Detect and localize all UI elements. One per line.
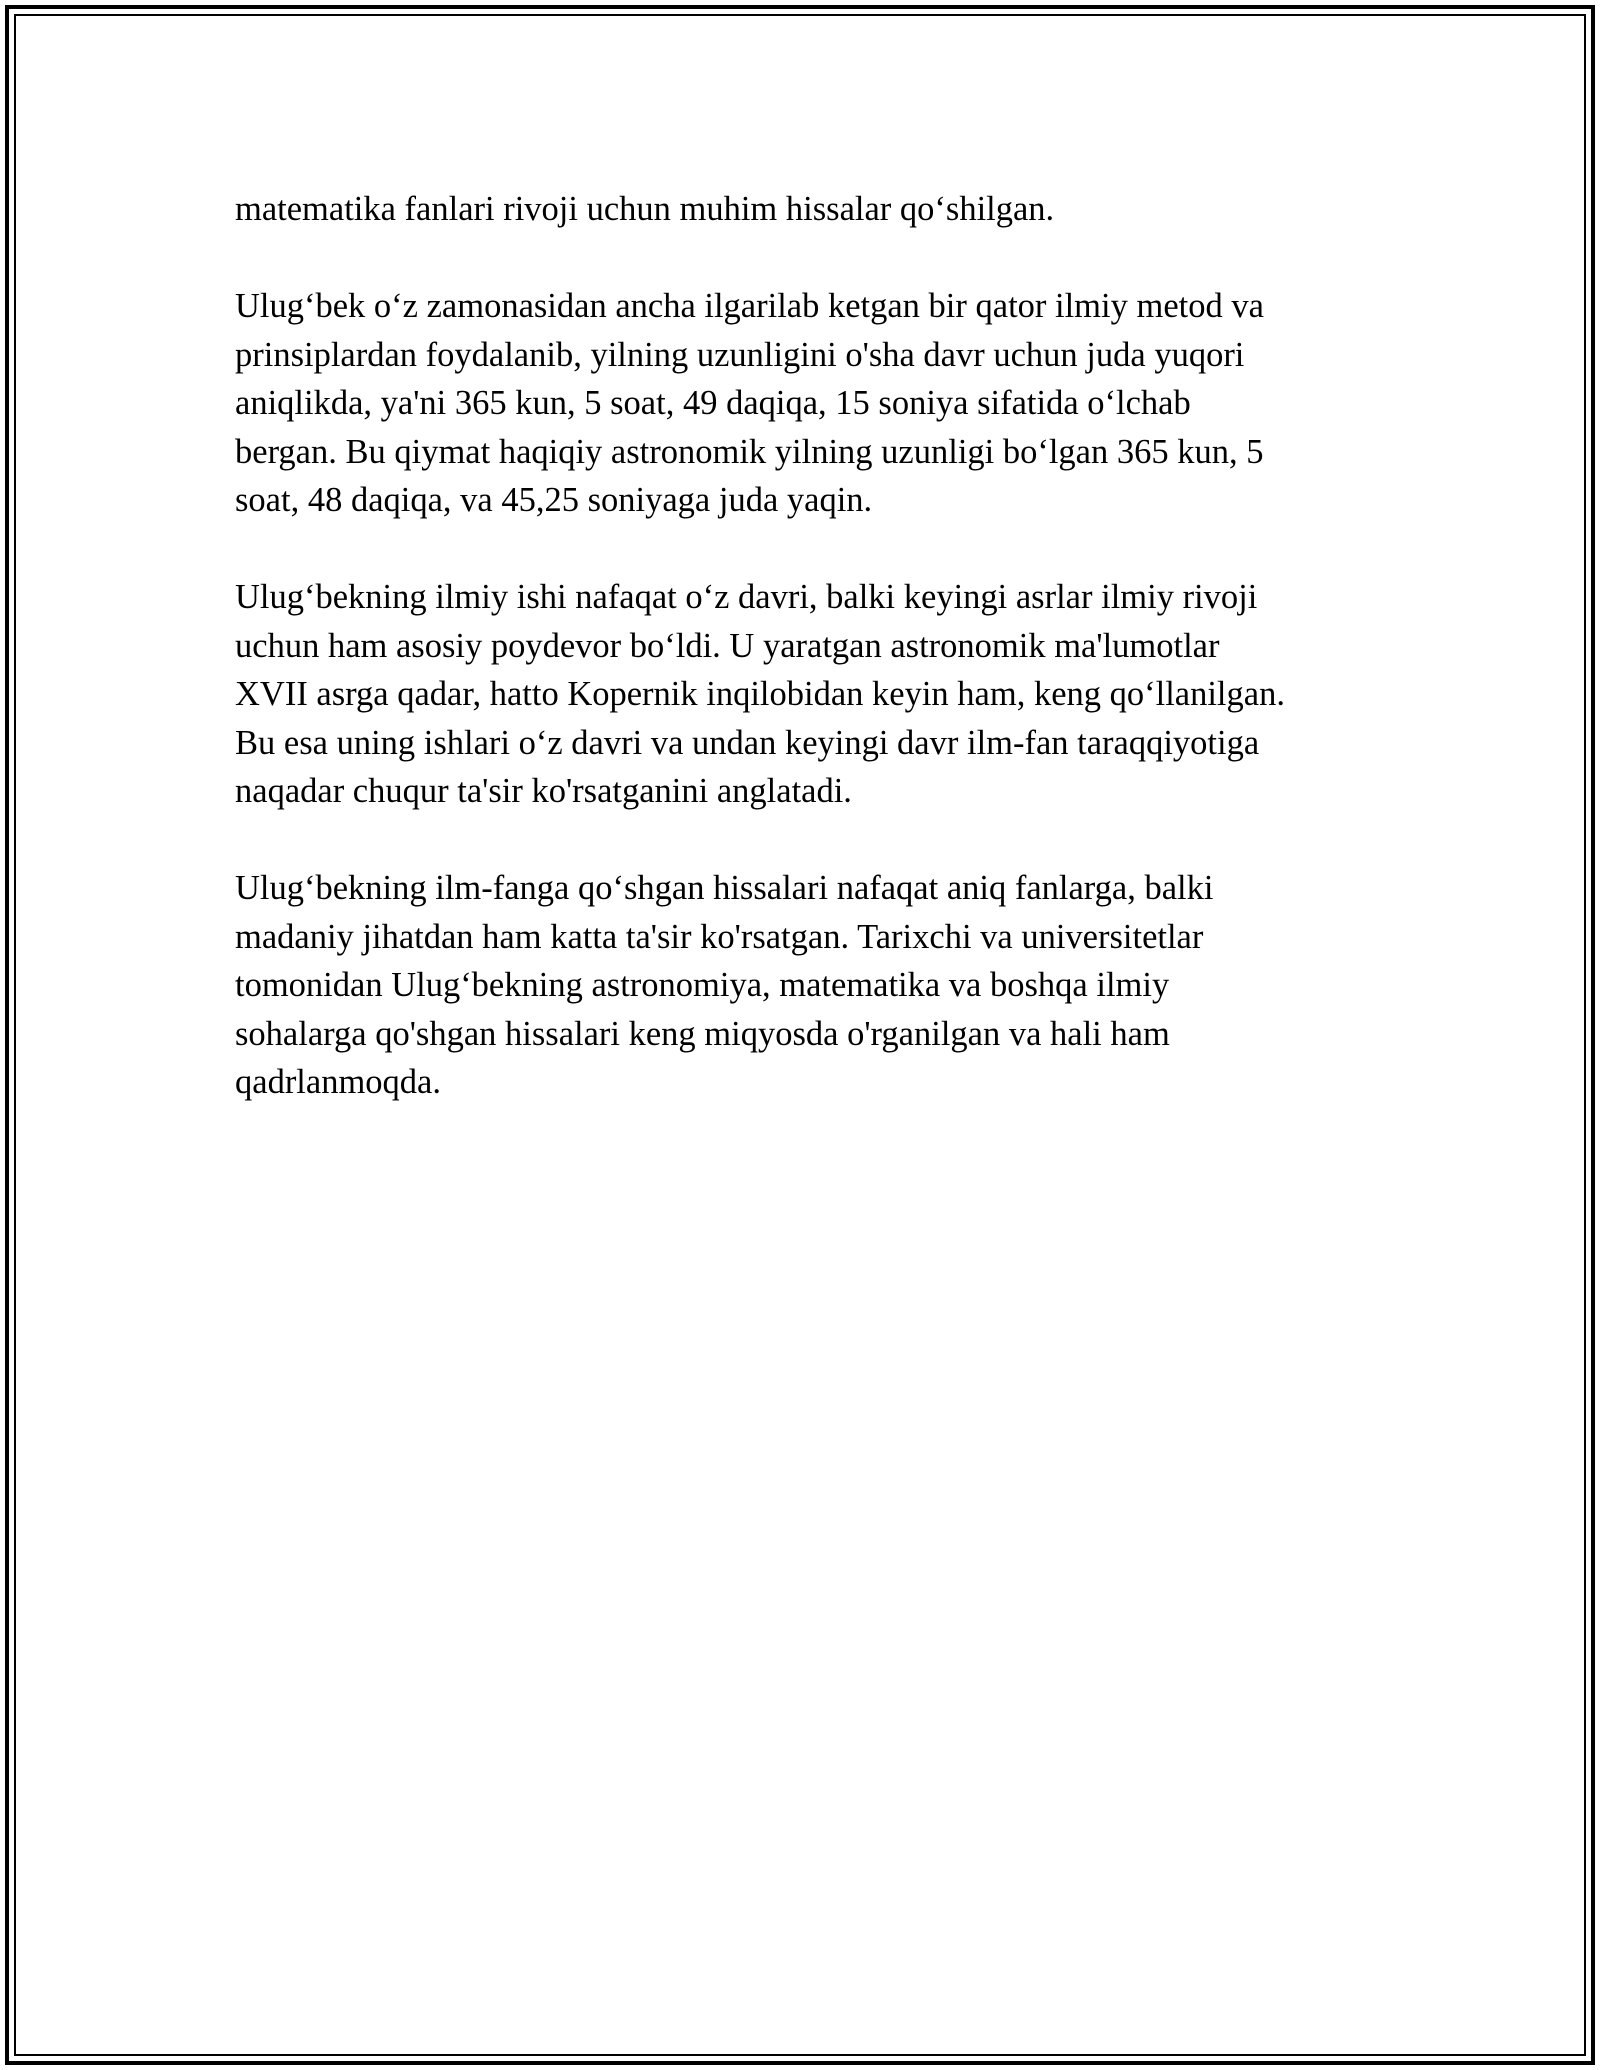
text-line: aniqlikda, ya'ni 365 kun, 5 soat, 49 daqiqa, 15 soniya sifatida o‘lchab: [235, 384, 1191, 422]
text-line: matematika fanlari rivoji uchun muhim hissalar qo‘shilgan.: [235, 190, 1055, 228]
paragraph-4: [235, 864, 1375, 1107]
text-line: Ulug‘bek o‘z zamonasidan ancha ilgarilab ketgan bir qator ilmiy metod va: [235, 287, 1264, 325]
text-line: Ulug‘bekning ilmiy ishi nafaqat o‘z davri, balki keyingi asrlar ilmiy rivoji: [235, 578, 1258, 616]
paragraph-3: [235, 573, 1375, 816]
text-line: Bu esa uning ishlari o‘z davri va undan keyingi davr ilm-fan taraqqiyotiga: [235, 723, 1260, 762]
text-line: soat, 48 daqiqa, va 45,25 soniyaga juda yaqin.: [235, 481, 873, 519]
text-line: tomonidan Ulug‘bekning astronomiya, matematika va boshqa ilmiy: [235, 966, 1170, 1004]
text-line: XVII asrga qadar, hatto Kopernik inqilobidan keyin ham, keng qo‘llanilgan.: [235, 675, 1285, 713]
text-line: uchun ham asosiy poydevor bo‘ldi. U yaratgan astronomik ma'lumotlar: [235, 626, 1220, 665]
document-body: [235, 185, 1375, 1155]
paragraph-1: [235, 185, 1375, 234]
text-line: bergan. Bu qiymat haqiqiy astronomik yilning uzunligi bo‘lgan 365 kun, 5: [235, 432, 1264, 471]
text-line: prinsiplardan foydalanib, yilning uzunligini o'sha davr uchun juda yuqori: [235, 335, 1245, 374]
text-line: naqadar chuqur ta'sir ko'rsatganini anglatadi.: [235, 772, 852, 810]
paragraph-2: [235, 282, 1375, 525]
text-line: sohalarga qo'shgan hissalari keng miqyosda o'rganilgan va hali ham: [235, 1014, 1170, 1053]
text-line: qadrlanmoqda.: [235, 1063, 441, 1101]
text-line: Ulug‘bekning ilm-fanga qo‘shgan hissalari nafaqat aniq fanlarga, balki: [235, 869, 1214, 907]
text-line: madaniy jihatdan ham katta ta'sir ko'rsatgan. Tarixchi va universitetlar: [235, 917, 1204, 956]
